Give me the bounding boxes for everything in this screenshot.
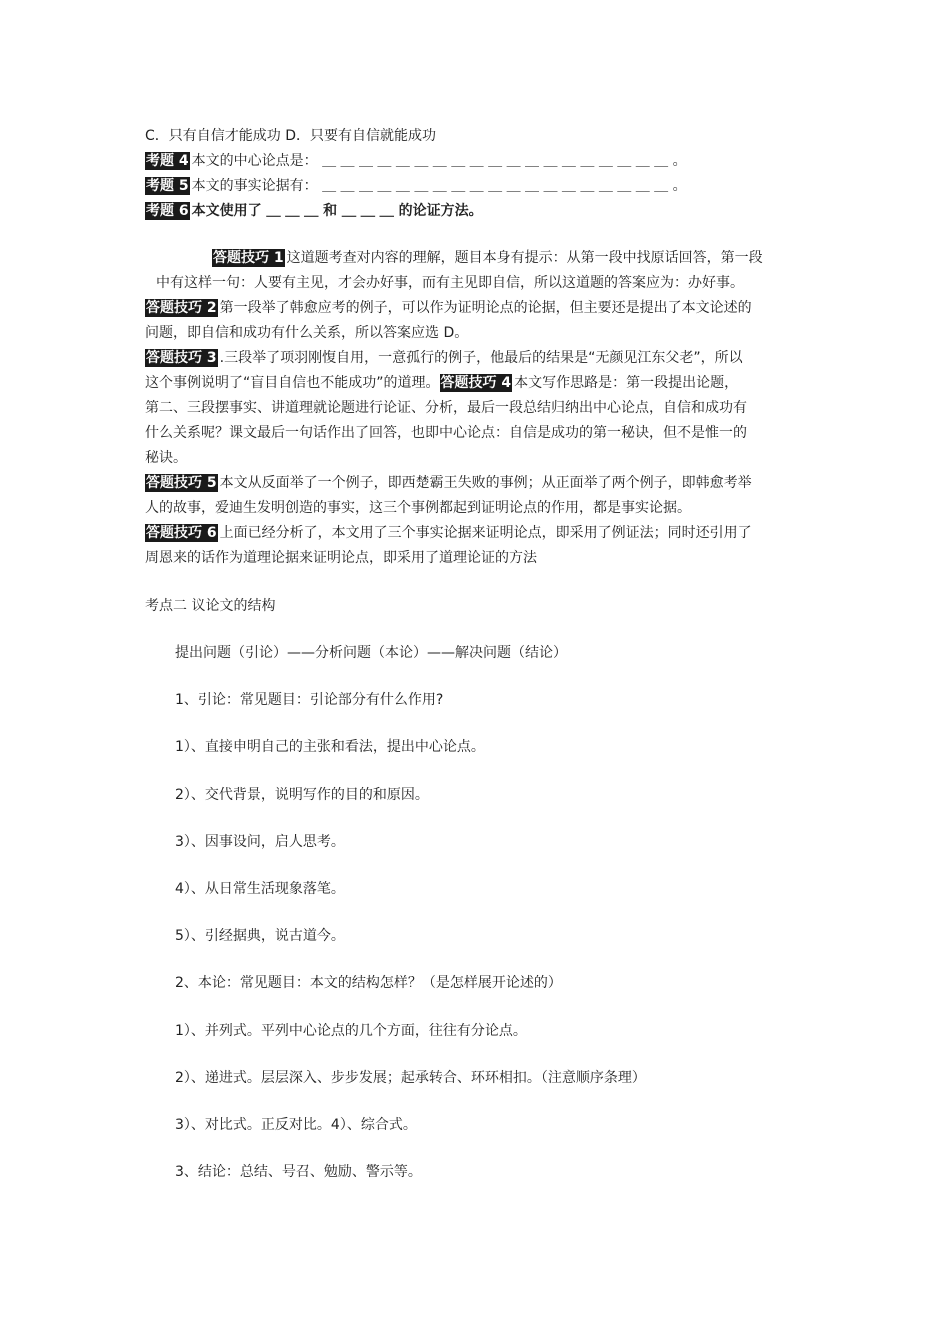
section-heading: 考点二 议论文的结构 [145,598,276,614]
tip-text: 这道题考查对内容的理解，题目本身有提示：从第一段中找原话回答，第一段 [286,250,763,266]
tip-4-line-3: 什么关系呢？课文最后一句话作出了回答，也即中心论点：自信是成功的第一秘诀，但不是惟一的 [145,425,747,441]
question-text: 本文的中心论点是： ＿ ＿ ＿ ＿ ＿ ＿ ＿ ＿ ＿ ＿ ＿ ＿ ＿ ＿ ＿ ＿ ＿ ＿ ＿ 。 [191,153,687,169]
list-item: 2）、交代背景，说明写作的目的和原因。 [175,787,429,803]
tip-tag: 答题技巧 1 [213,250,284,266]
question-text: 本文的事实论据有： ＿ ＿ ＿ ＿ ＿ ＿ ＿ ＿ ＿ ＿ ＿ ＿ ＿ ＿ ＿ ＿ ＿ ＿ ＿ 。 [191,178,687,194]
tip-text: 上面已经分析了，本文用了三个事实论据来证明论点，即采用了例证法；同时还引用了 [219,525,752,541]
tip-4-line-2: 第二、三段摆事实、讲道理就论题进行论证、分析，最后一段总结归纳出中心论点，自信和成功有 [145,400,747,416]
list-item: 1）、直接申明自己的主张和看法，提出中心论点。 [175,739,485,755]
question-tag: 考题 4 [146,153,189,169]
tip-4-line-4: 秘诀。 [145,450,187,466]
question-text: 本文使用了 ＿ ＿ ＿ 和 ＿ ＿ ＿ 的论证方法。 [191,203,483,219]
list-item: 3）、对比式。正反对比。4）、综合式。 [175,1117,417,1133]
tip-2-line-2: 问题，即自信和成功有什么关系，所以答案应选 D。 [145,325,469,341]
conclusion-line: 3、结论：总结、号召、勉励、警示等。 [175,1164,422,1180]
tip-3-4-line [145,371,810,396]
tip-tag: 答题技巧 6 [146,525,217,541]
tip-6-line-2: 周恩来的话作为道理论据来证明论点，即采用了道理论证的方法 [145,550,537,566]
tip-5-line-1 [145,471,810,496]
tip-5-line-2: 人的故事，爱迪生发明创造的事实，这三个事例都起到证明论点的作用，都是事实论据。 [145,500,691,516]
tip-text: 本文从反面举了一个例子，即西楚霸王失败的事例；从正面举了两个例子，即韩愈考举 [219,475,752,491]
question-tag: 考题 6 [146,203,189,219]
question-5 [145,174,810,199]
list-item: 1）、并列式。平列中心论点的几个方面，往往有分论点。 [175,1023,527,1039]
tip-1-line-2: 中有这样一句：人要有主见，才会办好事，而有主见即自信，所以这道题的答案应为：办好事。 [156,275,744,291]
list-item: 3）、因事设问，启人思考。 [175,834,345,850]
structure-overview: 提出问题（引论）——分析问题（本论）——解决问题（结论） [175,645,567,661]
tip-tag: 答题技巧 2 [146,300,217,316]
list-item: 4）、从日常生活现象落笔。 [175,881,345,897]
tip-3-line-1 [145,346,810,371]
tip-1-line-1 [212,246,877,271]
option-cd: C．只有自信才能成功 D．只要有自信就能成功 [145,128,437,144]
list-item: 5）、引经据典，说古道今。 [175,928,345,944]
intro-title: 1、引论：常见题目：引论部分有什么作用? [175,692,444,708]
tip-2-line-1 [145,296,810,321]
tip-tag: 答题技巧 3 [146,350,217,366]
tip-text: 第一段举了韩愈应考的例子，可以作为证明论点的论据，但主要还是提出了本文论述的 [219,300,752,316]
tip-6-line-1 [145,521,810,546]
tip-tag: 答题技巧 4 [440,375,512,391]
question-6 [145,199,810,224]
tip-text: 这个事例说明了“盲目自信也不能成功”的道理。 [145,375,440,391]
tip-text: 本文写作思路是：第一段提出论题， [514,375,739,391]
tip-tag: 答题技巧 5 [146,475,217,491]
question-4 [145,149,810,174]
tip-text: .三段举了项羽刚愎自用，一意孤行的例子，他最后的结果是“无颜见江东父老”，所以 [219,350,743,366]
body-title: 2、本论：常见题目：本文的结构怎样？（是怎样展开论述的） [175,975,562,991]
list-item: 2）、递进式。层层深入、步步发展；起承转合、环环相扣。（注意顺序条理） [175,1070,646,1086]
question-tag: 考题 5 [146,178,189,194]
